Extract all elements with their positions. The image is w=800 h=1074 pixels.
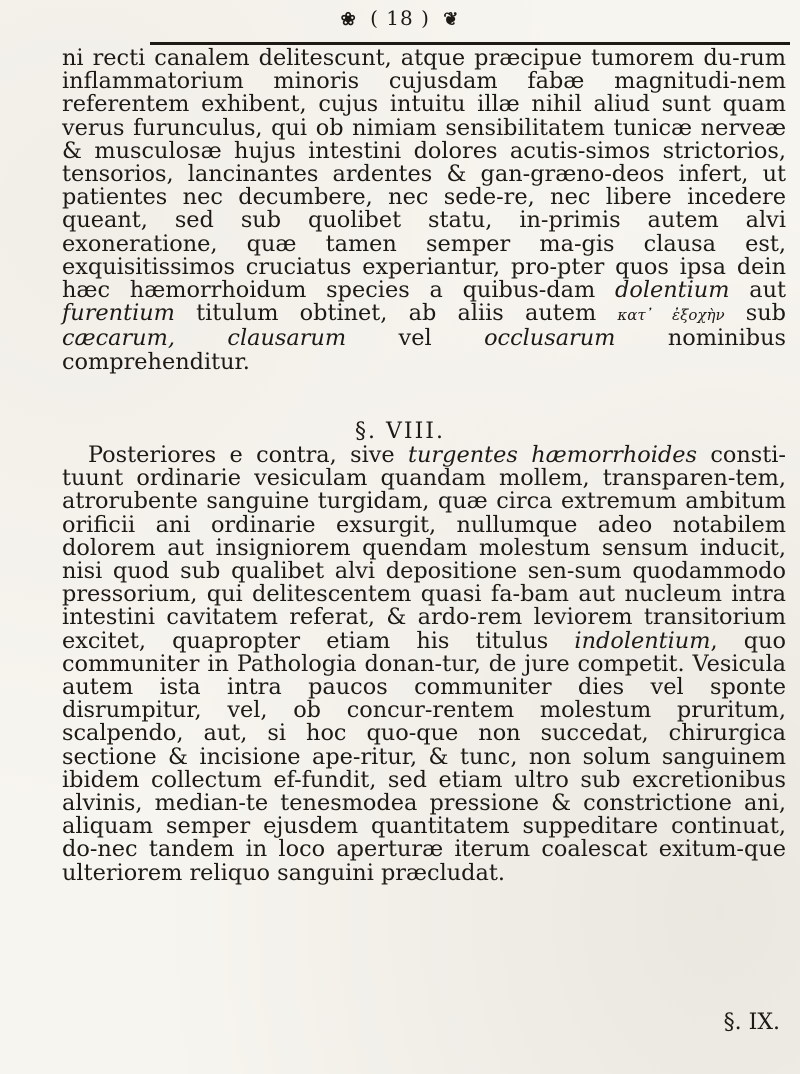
running-header (0, 6, 800, 30)
paragraph-1 (62, 47, 786, 374)
p2-text: Posteriores e contra, sive (88, 442, 409, 468)
p2-italic-turgentes: turgentes hæmorrhoides (408, 442, 697, 468)
p2-italic-indolentium: indolentium (574, 627, 711, 654)
p1-italic-furentium: furentium (62, 300, 175, 327)
p1-italic-dolentium: dolentium (615, 277, 730, 304)
ornament-right-icon: ❦ (443, 9, 460, 30)
page-number: ( 18 ) (370, 6, 430, 30)
p1-greek-phrase: κατ᾽ ἐξοχὴν (617, 306, 725, 325)
p1-text: ni recti canalem delitescunt, atque præcipue tumorem du-rum inflammatorium minoris cujusdam fabæ magnitudi-nem referentem exhibent, cujus intuitu illæ nihil aliud sunt quam verus furunculus, qui ob nimiam sensibilitatem tunicæ nerveæ & musculosæ hujus intestini dolores acutis-simos strictorios, tensorios, lancinantes ardentes & gan-græno-deos infert, ut patientes nec decumbere, nec sede-re, nec libere incedere queant, sed sub quolibet statu, in-primis autem alvi exoneratione, quæ tamen semper ma-gis clausa est, exquisitissimos cruciatus experiantur, pro-pter quos ipsa dein hæc hæmorrhoidum species a quibus-dam (62, 45, 786, 304)
p2-text: , quo communiter in Pathologia donan-tur, de jure competit. Vesicula autem ista intra paucos communiter dies vel sponte disrumpitur, vel, ob concur-rentem molestum pruritum, scalpendo, aut, si hoc quo-que non succedat, chirurgica sectione & incisione ape-ritur, & tunc, non solum sanguinem ibidem collectum ef-fundit, sed etiam ultro sub excretionibus alvinis, median-te tenesmodea pressione & constrictione ani, aliquam semper ejusdem quantitatem suppeditare continuat, do-nec tandem in loco aperturæ iterum coalescat exitum-que ulteriorem reliquo sanguini præcludat. (62, 627, 786, 886)
paragraph-2 (62, 444, 786, 885)
catchword: §. IX. (723, 1010, 780, 1035)
p1-text: aut (729, 277, 787, 304)
section-heading: §. VIII. (355, 419, 445, 444)
ornament-left-icon: ❀ (340, 9, 357, 30)
p2-text: consti-tuunt ordinarie vesiculam quandam mollem, transparen-tem, atrorubente sanguine turgidam, quæ circa extremum ambitum orificii ani ordinarie exsurgit, nullumque adeo notabilem dolorem aut insigniorem quendam molestum sensum inducit, nisi quod sub qualibet alvi depositione sen-sum quodammodo pressorium, qui delitescentem quasi fa-bam aut nucleum intra intestini cavitatem referat, & ardo-rem leviorem transitorium excitet, quapropter etiam his titulus (62, 442, 786, 654)
p1-italic-occlusarum: occlusarum (484, 325, 616, 352)
p1-text: vel (346, 325, 485, 352)
p1-italic-caecarum: cæcarum, clausarum (62, 325, 347, 352)
p1-text: titulum obtinet, ab aliis autem (174, 300, 618, 327)
p1-text: nominibus comprehenditur. (62, 325, 786, 375)
p1-text: sub (724, 300, 786, 327)
